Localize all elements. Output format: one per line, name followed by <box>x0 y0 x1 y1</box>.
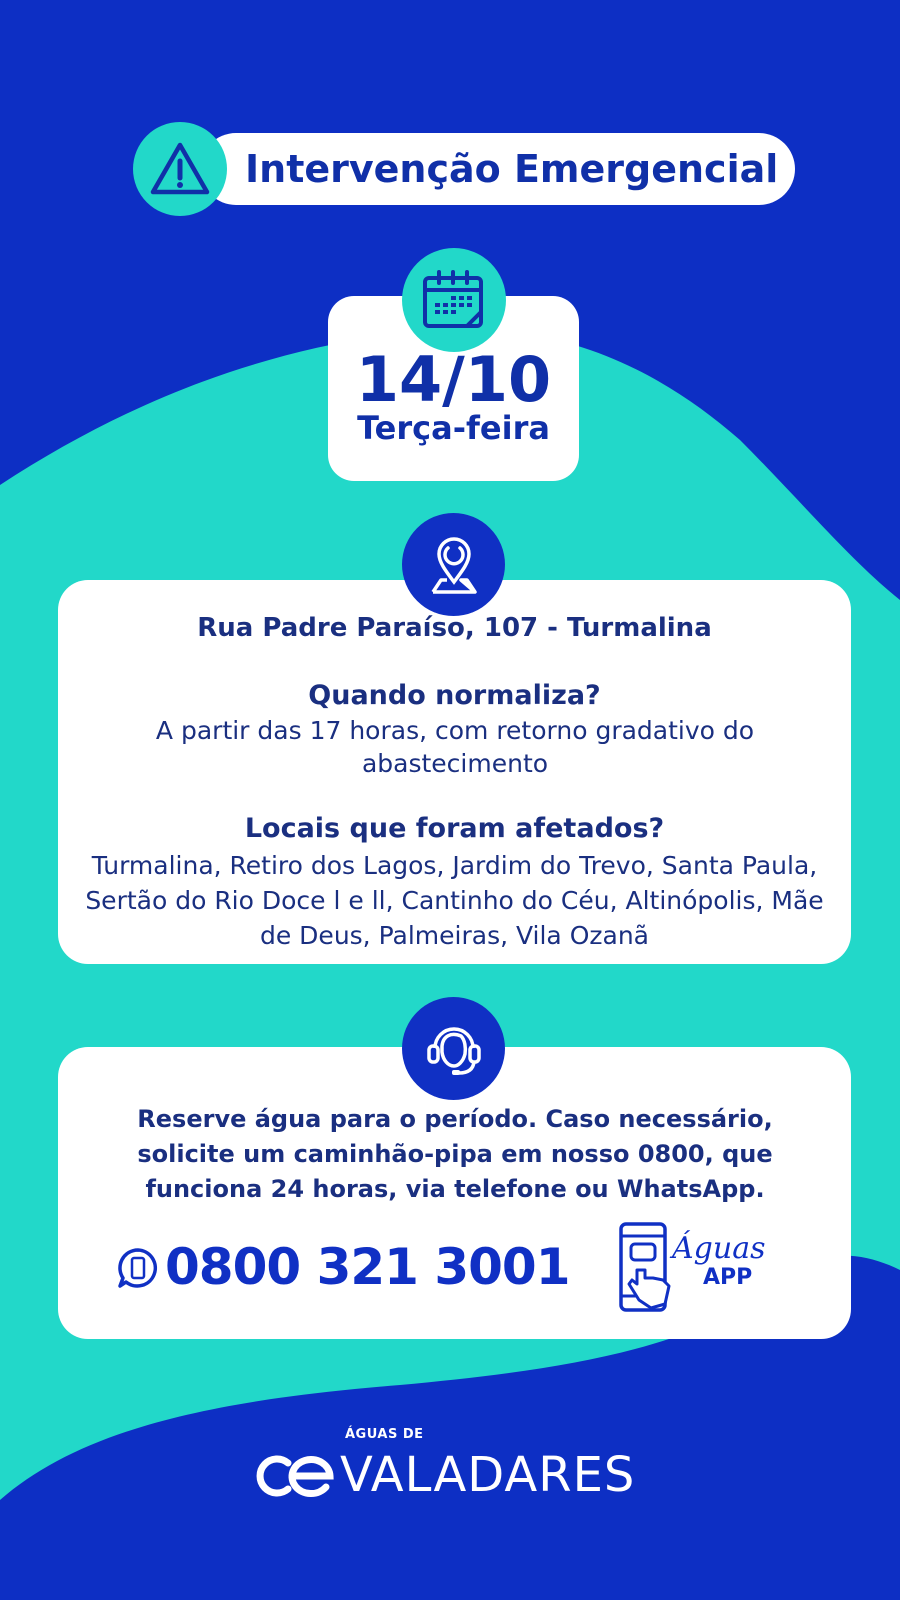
normalize-answer: A partir das 17 horas, com retorno gradativo do abastecimento <box>155 716 755 778</box>
calendar-icon <box>402 248 506 352</box>
date-weekday: Terça-feira <box>357 409 550 447</box>
app-name: Águas <box>672 1231 766 1266</box>
warning-icon <box>133 122 227 216</box>
notice-text: Reserve água para o período. Caso necessário, solicite um caminhão-pipa em nosso 0800, que funciona 24 horas, via telefone ou WhatsApp. <box>137 1105 773 1203</box>
brand-logo-icon <box>246 1453 334 1499</box>
normalize-question: Quando normaliza? <box>308 680 601 711</box>
headset-icon <box>402 997 505 1100</box>
brand-prefix: ÁGUAS DE <box>345 1427 424 1442</box>
affected-question: Locais que foram afetados? <box>244 813 665 844</box>
address: Rua Padre Paraíso, 107 - Turmalina <box>197 613 712 643</box>
page-title: Intervenção Emergencial <box>245 147 779 191</box>
app-label: APP <box>703 1265 753 1290</box>
affected-answer: Turmalina, Retiro dos Lagos, Jardim do Trevo, Santa Paula, Sertão do Rio Doce l e ll, Cantinho do Céu, Altinópolis, Mãe de Deus, Palmeiras, Vila Ozanã <box>85 851 824 950</box>
location-pin-icon <box>402 513 505 616</box>
brand-name: VALADARES <box>340 1447 636 1503</box>
date-day: 14/10 <box>355 343 552 416</box>
phone-number[interactable]: 0800 321 3001 <box>165 1238 570 1296</box>
whatsapp-icon <box>116 1246 160 1290</box>
